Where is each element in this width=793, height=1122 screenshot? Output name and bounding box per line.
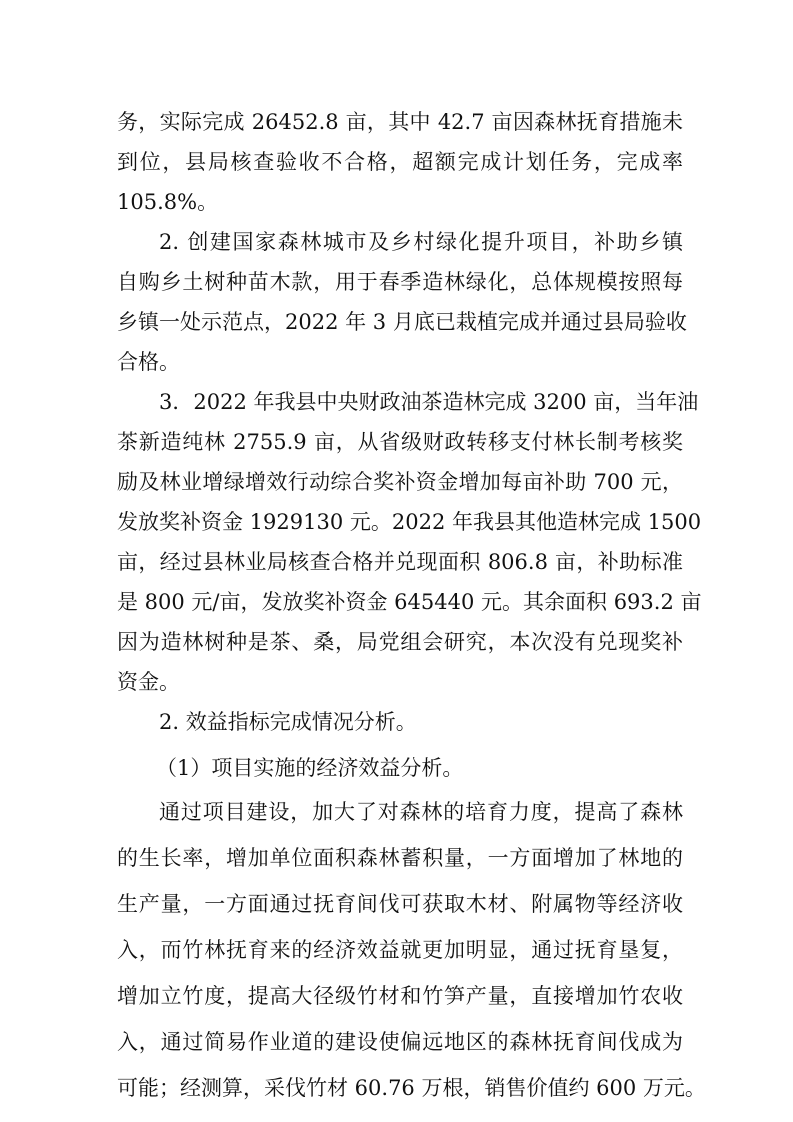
para4-line-3: 生产量，一方面通过抚育间伐可获取木材、附属物等经济收 xyxy=(117,892,683,916)
para4-line-4: 入，而竹林抚育来的经济效益就更加明显，通过抚育垦复， xyxy=(117,938,683,962)
heading-economic-benefit: （1）项目实施的经济效益分析。 xyxy=(156,756,464,780)
para4-line-5: 增加立竹度，提高大径级竹材和竹笋产量，直接增加竹农收 xyxy=(117,984,683,1008)
para3-line-6: 是 800 元/亩，发放奖补资金 645440 元。其余面积 693.2 亩 xyxy=(117,590,702,614)
para3-line-8: 资金。 xyxy=(117,670,180,694)
para3-line-7: 因为造林树种是茶、桑，局党组会研究，本次没有兑现奖补 xyxy=(117,630,683,654)
para4-line-2: 的生长率，增加单位面积森林蓄积量，一方面增加了林地的 xyxy=(117,846,683,870)
para4-line-1: 通过项目建设，加大了对森林的培育力度，提高了森林 xyxy=(159,800,683,824)
para2-line-4: 合格。 xyxy=(117,350,180,374)
para1-line-3: 105.8%。 xyxy=(117,190,219,214)
para4-line-6: 入，通过简易作业道的建设使偏远地区的森林抚育间伐成为 xyxy=(117,1030,683,1054)
para3-line-2: 茶新造纯林 2755.9 亩，从省级财政转移支付林长制考核奖 xyxy=(117,430,683,454)
para3-line-5: 亩，经过县林业局核查合格并兑现面积 806.8 亩，补助标准 xyxy=(117,550,683,574)
para4-line-7: 可能；经测算，采伐竹材 60.76 万根，销售价值约 600 万元。 xyxy=(117,1076,706,1100)
para2-line-3: 乡镇一处示范点，2022 年 3 月底已栽植完成并通过县局验收 xyxy=(117,310,687,334)
para1-line-2: 到位，县局核查验收不合格，超额完成计划任务，完成率 xyxy=(117,150,683,174)
para3-line-4: 发放奖补资金 1929130 元。2022 年我县其他造林完成 1500 xyxy=(117,510,702,534)
para2-line-1: 2. 创建国家森林城市及乡村绿化提升项目，补助乡镇 xyxy=(159,230,683,254)
para3-line-1: 3．2022 年我县中央财政油茶造林完成 3200 亩，当年油 xyxy=(159,390,699,414)
para1-line-1: 务，实际完成 26452.8 亩，其中 42.7 亩因森林抚育措施未 xyxy=(117,110,683,134)
para3-line-3: 励及林业增绿增效行动综合奖补资金增加每亩补助 700 元， xyxy=(117,470,683,494)
heading-benefit-analysis: 2. 效益指标完成情况分析。 xyxy=(159,710,417,734)
para2-line-2: 自购乡土树种苗木款，用于春季造林绿化，总体规模按照每 xyxy=(117,270,683,294)
